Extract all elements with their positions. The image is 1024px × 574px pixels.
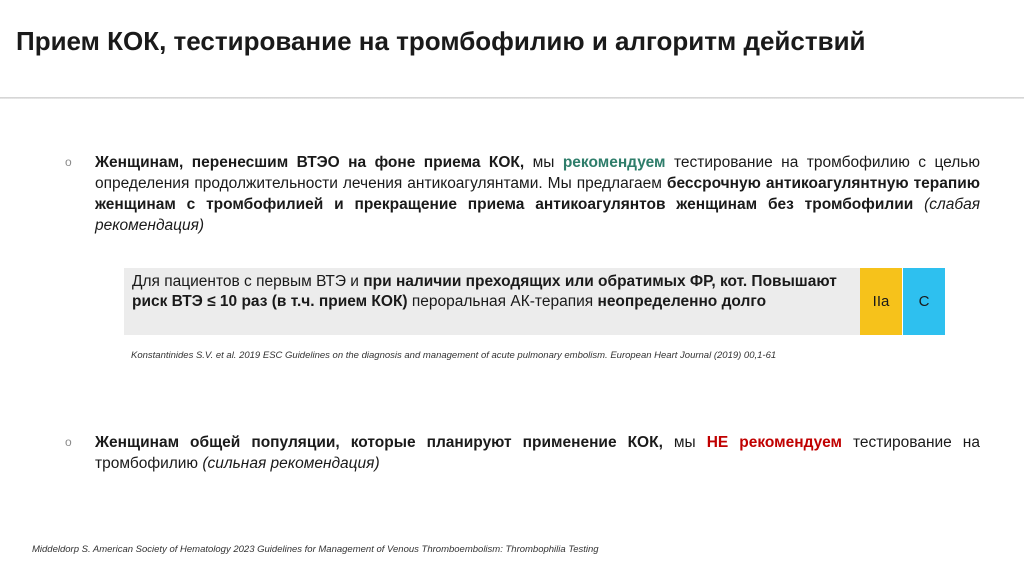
title-divider <box>0 97 1024 99</box>
bullet2-connector: мы <box>662 434 707 451</box>
rec-text-therapy: пероральная АК-терапия <box>407 293 598 310</box>
bullet-item-1 <box>65 152 980 236</box>
rec-text-intro: Для пациентов с первым ВТЭ и <box>132 273 364 290</box>
rec-text-condition: при наличии преходящих или обратимых ФР, кот. Повышают риск ВТЭ ≤ 10 раз (в т.ч. прием КОК) <box>132 273 837 310</box>
bullet1-body: тестирование на тромбофилию с целью определения продолжительности лечения антикоагулянтами. Мы предлагаем <box>95 154 980 192</box>
recommendation-text <box>124 268 860 335</box>
rec-text-duration: неопределенно долго <box>597 293 767 310</box>
bullet2-subject: Женщинам общей популяции, которые планируют применение КОК, <box>95 434 663 451</box>
page-title: Прием КОК, тестирование на тромбофилию и алгоритм действий <box>16 26 866 56</box>
bullet-text-2 <box>95 432 980 474</box>
bullet2-body: тестирование на тромбофилию <box>95 434 980 472</box>
citation-esc: Konstantinides S.V. et al. 2019 ESC Guidelines on the diagnosis and management of acute pulmonary embolism. European Heart Journal (2019) 00,1-61 <box>131 350 777 361</box>
bullet1-therapy: бессрочную антикоагулянтную терапию женщинам с тромбофилией и прекращение приема антикоагулянтов женщинам без тромбофилии <box>95 175 980 213</box>
footer-citation: Middeldorp S. American Society of Hematology 2023 Guidelines for Management of Venous Thromboembolism: Thrombophilia Testing <box>32 544 599 555</box>
bullet-item-2 <box>65 432 980 474</box>
bullet1-space <box>913 196 924 213</box>
bullet1-strength: (слабая рекомендация) <box>95 196 980 234</box>
recommendation-class-badge: IIa <box>860 268 903 335</box>
bullet1-connector: мы <box>524 154 563 171</box>
bullet2-not-recommend: НЕ рекомендуем <box>706 434 842 451</box>
bullet1-subject: Женщинам, перенесшим ВТЭО на фоне приема КОК, <box>95 154 525 171</box>
bullet2-strength: (сильная рекомендация) <box>202 455 380 472</box>
bullet-text-1 <box>95 152 980 236</box>
recommendation-table <box>124 268 945 335</box>
bullet1-recommend: рекомендуем <box>562 154 666 171</box>
bullet-marker-icon: o <box>65 435 72 449</box>
evidence-level-badge: C <box>903 268 945 335</box>
bullet-marker-icon: o <box>65 155 72 169</box>
